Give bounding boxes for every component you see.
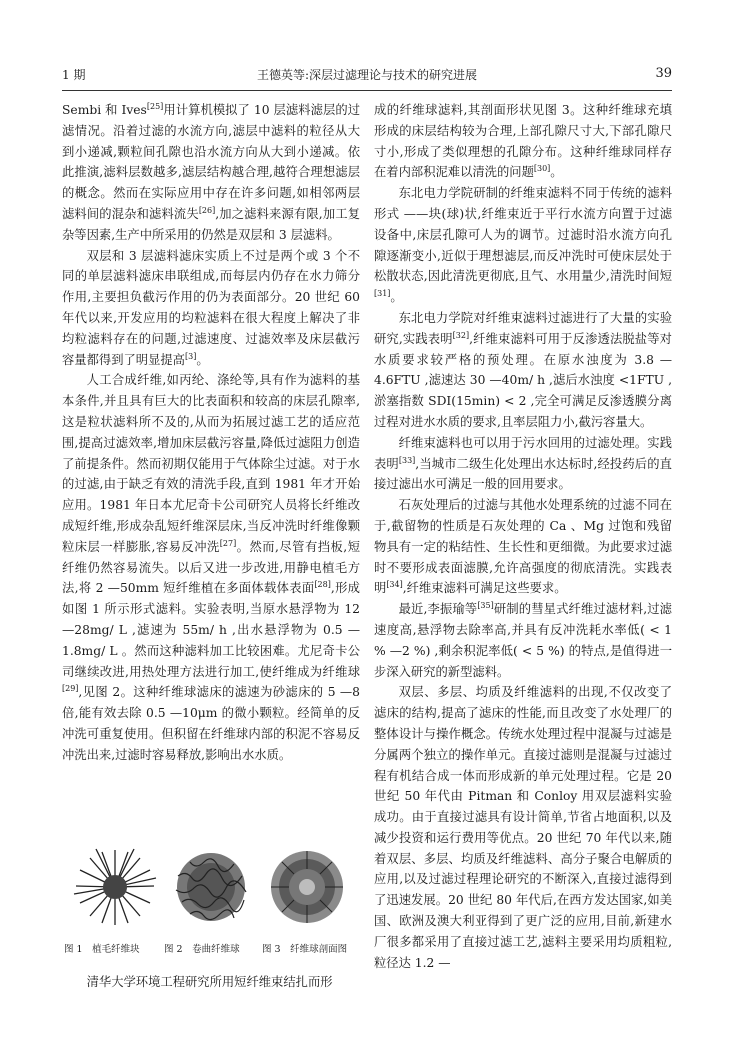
citation: [32] [452, 330, 470, 340]
paragraph: Sembi 和 Ives[25]用计算机模拟了 10 层滤料滤层的过滤情况。沿着过滤的水流方向,滤层中滤料的粒径从大到小递减,颗粒间孔隙也沿水流方向从大到小递减。依此推演,滤料层数越多,滤层结构越合理,越符合理想滤层的概念。然而在实际应用中存在许多问题,如相邻两层滤料间的混杂和滤料流失[26],加之滤料来源有限,加工复杂等因素,生产中所采用的仍然是双层和 3 层滤料。 [62, 101, 360, 242]
figure-2-caption: 图 2 卷曲纤维球 [164, 944, 240, 955]
citation: [29] [62, 684, 79, 694]
paragraph: 石灰处理后的过滤与其他水处理系统的过滤不同在于,截留物的性质是石灰处理的 Ca 、Mg 过饱和残留物具有一定的粘结性、生长性和更细微。为此要求过滤时不要形成表面滤膜,允许高强度的彻底清洗。实践表明[34],纤维束滤料可满足这些要求。 [374, 498, 672, 596]
citation: [31] [374, 289, 391, 299]
paragraph: 人工合成纤维,如丙纶、涤纶等,具有作为滤料的基本条件,并且具有巨大的比表面积和较高的床层孔隙率,这是粒状滤料所不及的,从而为拓展过滤工艺的适应范围,提高过滤效率,增加床层截污容量,降低过滤阻力创造了前提条件。然而初期仅能用于气体除尘过滤。对于水的过滤,由于缺乏有效的清洗手段,直到 1981 年才开始应用。1981 年日本尤尼奇卡公司研究人员将长纤维改成短纤维,形成杂乱短纤维深层床,当反冲洗时纤维像颗粒床层一样膨胀,容易反冲洗[27]。然而,尽管有挡板,短纤维仍然容易流失。以后又进一步改进,用静电植毛方法,将 2 —50mm 短纤维植在多面体载体表面[28],形成如图 1 所示形式滤料。实验表明,当原水悬浮物为 12 —28mg/ L ,滤速为 55m/ h ,出水悬浮物为 0.5 —1.8mg/ L 。然而这种滤料加工比较困难。尤尼奇卡公司继续改进,用热处理方法进行加工,使纤维成为纤维球[29],见图 2。这种纤维球滤床的滤速为砂滤床的 5 —8 倍,能有效去除 0.5 —10μm 的微小颗粒。经简单的反冲洗可重复使用。但积留在纤维球内部的积泥不容易反冲洗出来,过滤时容易释放,影响出水水质。 [62, 373, 360, 762]
citation: [3] [184, 351, 197, 361]
paragraph: 东北电力学院对纤维束滤料过滤进行了大量的实验研究,实践表明[32],纤维束滤料可用于反渗透法脱盐等对水质要求较严格的预处理。在原水浊度为 3.8 —4.6FTU ,滤速达 30 —40m/ h ,滤后水浊度 <1FTU ,淤塞指数 SDI(15min) < 2 ,完全可满足反渗透膜分离过程对进水水质的要求,且率层阻力小,截污容量大。 [374, 310, 672, 429]
figure-1-caption: 图 1 植毛纤维块 [64, 944, 140, 955]
left-column [62, 100, 360, 766]
figure-3-caption: 图 3 纤维球剖面图 [262, 944, 348, 955]
header-rule [62, 90, 672, 91]
paragraph: 成的纤维球滤料,其剖面形状见图 3。这种纤维球充填形成的床层结构较为合理,上部孔隙尺寸大,下部孔隙尺寸小,形成了类似理想的孔隙分布。这种纤维球同样存在着内部积泥难以清洗的问题[30]。 [374, 103, 672, 180]
page-number: 39 [655, 66, 672, 81]
citation: [34] [386, 580, 403, 590]
right-column [374, 100, 672, 973]
paragraph: 东北电力学院研制的纤维束滤料不同于传统的滤料形式 ——块(球)状,纤维束近于平行水流方向置于过滤设备中,床层孔隙可人为的调节。过滤时沿水流方向孔隙逐渐变小,近似于理想滤层,而反冲洗时可使床层处于松散状态,因此清洗更彻底,且气、水用量少,清洗时间短[31]。 [374, 186, 672, 305]
figure-1-flocked-fiber-block [70, 846, 160, 928]
citation: [30] [533, 164, 551, 174]
citation: [35] [477, 601, 494, 611]
page-header [62, 66, 672, 86]
paragraph: 双层、多层、均质及纤维滤料的出现,不仅改变了滤床的结构,提高了滤床的性能,而且改变了水处理厂的整体设计与操作概念。传统水处理过程中混凝与过滤是分属两个独立的操作单元。直接过滤则是混凝与过滤过程有机结合成一体而形成新的单元处理过程。它是 20 世纪 50 年代由 Pitman 和 Conloy 用双层滤料实验成功。由于直接过滤具有设计简单,节省占地面积,以及减少投资和运行费用等优点。20 世纪 70 年代以来,随着双层、多层、均质及纤维滤料、高分子聚合电解质的应用,以及过滤过程理论研究的不断深入,直接过滤得到了迅速发展。20 世纪 80 年代后,在西方发达国家,如美国、欧洲及澳大利亚得到了更广泛的应用,目前,新建水厂很多都采用了直接过滤工艺,滤料主要采用均质粗粒,粒径达 1.2 — [374, 685, 672, 970]
citation: [26] [198, 205, 216, 215]
paragraph: 最近,李振瑜等[35]研制的彗星式纤维过滤材料,过滤速度高,悬浮物去除率高,并具有反冲洗耗水率低( < 1 % —2 %) ,剩余积泥率低( < 5 %) 的特点,是值得进一步深入研究的新型滤料。 [374, 601, 672, 679]
figure-row [62, 846, 360, 928]
running-title: 王德英等:深层过滤理论与技术的研究进展 [256, 68, 478, 82]
paragraph-last-line: 清华大学环境工程研究所用短纤维束结扎而形 [86, 975, 333, 989]
citation: [28] [314, 580, 331, 590]
citation: [27] [219, 538, 237, 548]
paragraph: 纤维束滤料也可以用于污水回用的过滤处理。实践表明[33],当城市二级生化处理出水达标时,经投药后的直接过滤出水可满足一般的回用要求。 [374, 435, 672, 492]
citation: [25] [146, 101, 164, 111]
citation: [33] [398, 455, 416, 465]
figure-3-fiber-ball-section [262, 846, 352, 928]
paragraph: 双层和 3 层滤料滤床实质上不过是两个或 3 个不同的单层滤料滤床串联组成,而每层内仍存在水力筛分作用,主要担负截污作用的仍为表面部分。20 世纪 60 年代以来,开发应用的均粒滤料在很大程度上解决了非均粒滤料存在的问题,过滤速度、过滤效率及床层截污容量都得到了明显提高[3]。 [62, 248, 360, 367]
figure-2-crimped-fiber-ball [166, 846, 256, 928]
issue-label: 1 期 [62, 68, 86, 82]
